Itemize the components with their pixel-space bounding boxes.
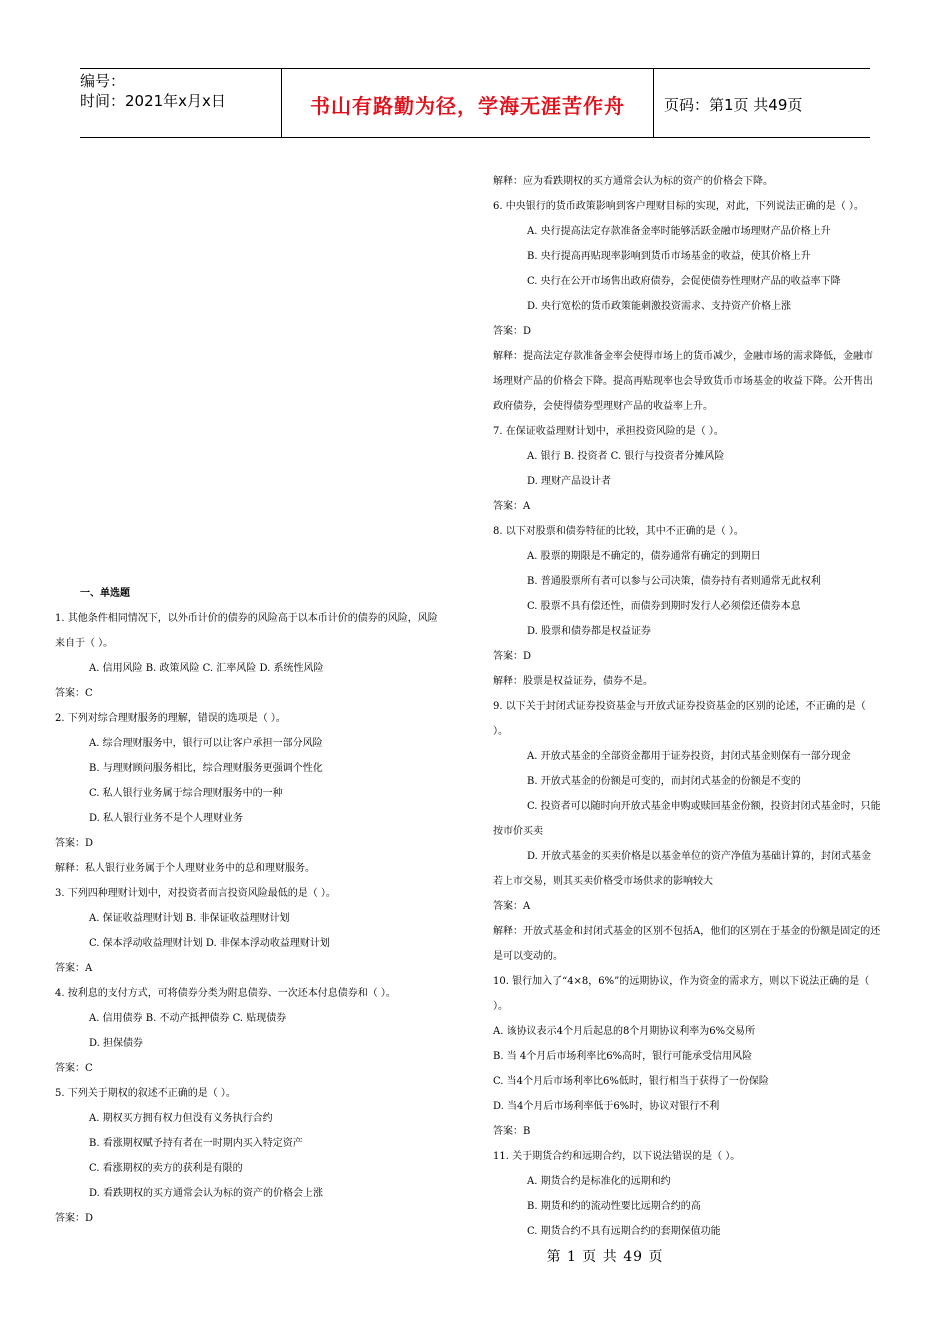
text-line: A. 银行 B. 投资者 C. 银行与投资者分摊风险 <box>527 451 725 462</box>
text-line: 场理财产品的价格会下降。提高再贴现率也会导致货币市场基金的收益下降。公开售出 <box>493 376 873 387</box>
date-line: 时间：2021年x月x日 <box>80 92 226 110</box>
text-line: A. 保证收益理财计划 B. 非保证收益理财计划 <box>89 913 290 924</box>
text-line: 按市价买卖 <box>493 826 543 837</box>
text-line: 解释：股票是权益证券，债券不是。 <box>493 676 653 687</box>
text-line: 解释：应为看跌期权的买方通常会认为标的资产的价格会下降。 <box>493 176 773 187</box>
text-line: D. 开放式基金的买卖价格是以基金单位的资产净值为基础计算的，封闭式基金 <box>527 851 872 862</box>
text-line: 答案：A <box>493 501 531 512</box>
text-line: ）。 <box>493 726 508 737</box>
text-line: 7. 在保证收益理财计划中，承担投资风险的是（ ）。 <box>493 426 724 437</box>
text-line: 来自于（ ）。 <box>55 638 114 649</box>
text-line: D. 私人银行业务不是个人理财业务 <box>89 813 244 824</box>
text-line: A. 综合理财服务中，银行可以让客户承担一部分风险 <box>89 738 323 749</box>
text-line: C. 保本浮动收益理财计划 D. 非保本浮动收益理财计划 <box>89 938 330 949</box>
serial-number: 编号： <box>80 72 126 90</box>
header-page-number: 页码：第1页 共49页 <box>664 95 803 114</box>
text-line: D. 央行宽松的货币政策能刺激投资需求、支持资产价格上涨 <box>527 301 792 312</box>
text-line: A. 期权买方拥有权力但没有义务执行合约 <box>89 1113 273 1124</box>
text-line: C. 央行在公开市场售出政府债券，会促使债券性理财产品的收益率下降 <box>527 276 841 287</box>
text-line: 2. 下列对综合理财服务的理解，错误的选项是（ ）。 <box>55 713 286 724</box>
text-line: A. 期货合约是标准化的远期和约 <box>527 1176 671 1187</box>
text-line: 4. 按利息的支付方式，可将债券分类为附息债券、一次还本付息债券和（ ）。 <box>55 988 396 999</box>
text-line: B. 看涨期权赋予持有者在一时期内买入特定资产 <box>89 1138 303 1149</box>
text-line: C. 私人银行业务属于综合理财服务中的一种 <box>89 788 283 799</box>
text-line: C. 期货合约不具有远期合约的套期保值功能 <box>527 1226 721 1237</box>
text-line: A. 股票的期限是不确定的，债券通常有确定的到期日 <box>527 551 761 562</box>
text-line: C. 投资者可以随时向开放式基金申购或赎回基金份额，投资封闭式基金时，只能 <box>527 801 881 812</box>
text-line: C. 当4个月后市场利率比6%低时，银行相当于获得了一份保险 <box>493 1076 769 1087</box>
text-line: D. 股票和债券都是权益证券 <box>527 626 652 637</box>
text-line: 若上市交易，则其买卖价格受市场供求的影响较大 <box>493 876 713 887</box>
text-line: 11. 关于期货合约和远期合约，以下说法错误的是（ ）。 <box>493 1151 741 1162</box>
header-meta <box>80 69 281 137</box>
text-line: 解释：开放式基金和封闭式基金的区别不包括A，他们的区别在于基金的份额是固定的还 <box>493 926 881 937</box>
text-line: 是可以变动的。 <box>493 951 563 962</box>
page-footer: 第 1 页 共 49 页 <box>546 1249 664 1265</box>
text-line: 答案：D <box>55 838 94 849</box>
text-line: 答案：D <box>493 326 532 337</box>
text-line: B. 当 4个月后市场利率比6%高时，银行可能承受信用风险 <box>493 1051 753 1062</box>
text-line: 3. 下列四种理财计划中，对投资者而言投资风险最低的是（ ）。 <box>55 888 336 899</box>
text-line: 5. 下列关于期权的叙述不正确的是（ ）。 <box>55 1088 236 1099</box>
text-line: D. 看跌期权的买方通常会认为标的资产的价格会上涨 <box>89 1188 324 1199</box>
text-line: B. 期货和约的流动性要比远期合约的高 <box>527 1201 701 1212</box>
text-line: 答案：D <box>55 1213 94 1224</box>
text-line: B. 与理财顾问服务相比，综合理财服务更强调个性化 <box>89 763 323 774</box>
text-line: 答案：B <box>493 1126 531 1137</box>
text-line: A. 该协议表示4个月后起息的8个月期协议利率为6%交易所 <box>493 1026 756 1037</box>
text-line: A. 信用债券 B. 不动产抵押债券 C. 贴现债券 <box>89 1013 287 1024</box>
text-line: D. 当4个月后市场利率低于6%时，协议对银行不利 <box>493 1101 720 1112</box>
text-line: 8. 以下对股票和债券特征的比较，其中不正确的是（ ）。 <box>493 526 744 537</box>
text-line: A. 央行提高法定存款准备金率时能够活跃金融市场理财产品价格上升 <box>527 226 831 237</box>
text-line: C. 看涨期权的卖方的获利是有限的 <box>89 1163 243 1174</box>
left-column <box>55 581 463 1231</box>
text-line: 答案：D <box>493 651 532 662</box>
right-column <box>493 169 898 1244</box>
text-line: 解释：提高法定存款准备金率会使得市场上的货币减少，金融市场的需求降低，金融市 <box>493 351 873 362</box>
text-line: A. 信用风险 B. 政策风险 C. 汇率风险 D. 系统性风险 <box>89 663 324 674</box>
text-line: 答案：A <box>55 963 93 974</box>
text-line: D. 理财产品设计者 <box>527 476 612 487</box>
text-line: B. 央行提高再贴现率影响到货币市场基金的收益，使其价格上升 <box>527 251 811 262</box>
text-line: 1. 其他条件相同情况下，以外币计价的债券的风险高于以本币计价的债券的风险，风险 <box>55 613 438 624</box>
text-line: 10. 银行加入了“4×8，6%”的远期协议，作为资金的需求方，则以下说法正确的是（ <box>493 976 870 987</box>
text-line: 解释：私人银行业务属于个人理财业务中的总和理财服务。 <box>55 863 315 874</box>
text-line: 答案：C <box>55 1063 93 1074</box>
text-line: ）。 <box>493 1001 508 1012</box>
text-line: 答案：A <box>493 901 531 912</box>
text-line: A. 开放式基金的全部资金都用于证券投资，封闭式基金则保有一部分现金 <box>527 751 851 762</box>
text-line: 6. 中央银行的货币政策影响到客户理财目标的实现，对此，下列说法正确的是（ ）。 <box>493 201 864 212</box>
section-heading: 一、单选题 <box>80 588 130 599</box>
text-line: 政府债券，会使得债券型理财产品的收益率上升。 <box>493 401 713 412</box>
text-line: B. 普通股票所有者可以参与公司决策，债券持有者则通常无此权利 <box>527 576 821 587</box>
text-line: D. 担保债券 <box>89 1038 144 1049</box>
text-line: 答案：C <box>55 688 93 699</box>
text-line: B. 开放式基金的份额是可变的，而封闭式基金的份额是不变的 <box>527 776 801 787</box>
page-header <box>80 68 870 138</box>
text-line: 9. 以下关于封闭式证券投资基金与开放式证券投资基金的区别的论述，不正确的是（ <box>493 701 866 712</box>
header-motto: 书山有路勤为径，学海无涯苦作舟 <box>281 69 654 137</box>
text-line: C. 股票不具有偿还性，而债券到期时发行人必须偿还债券本息 <box>527 601 801 612</box>
